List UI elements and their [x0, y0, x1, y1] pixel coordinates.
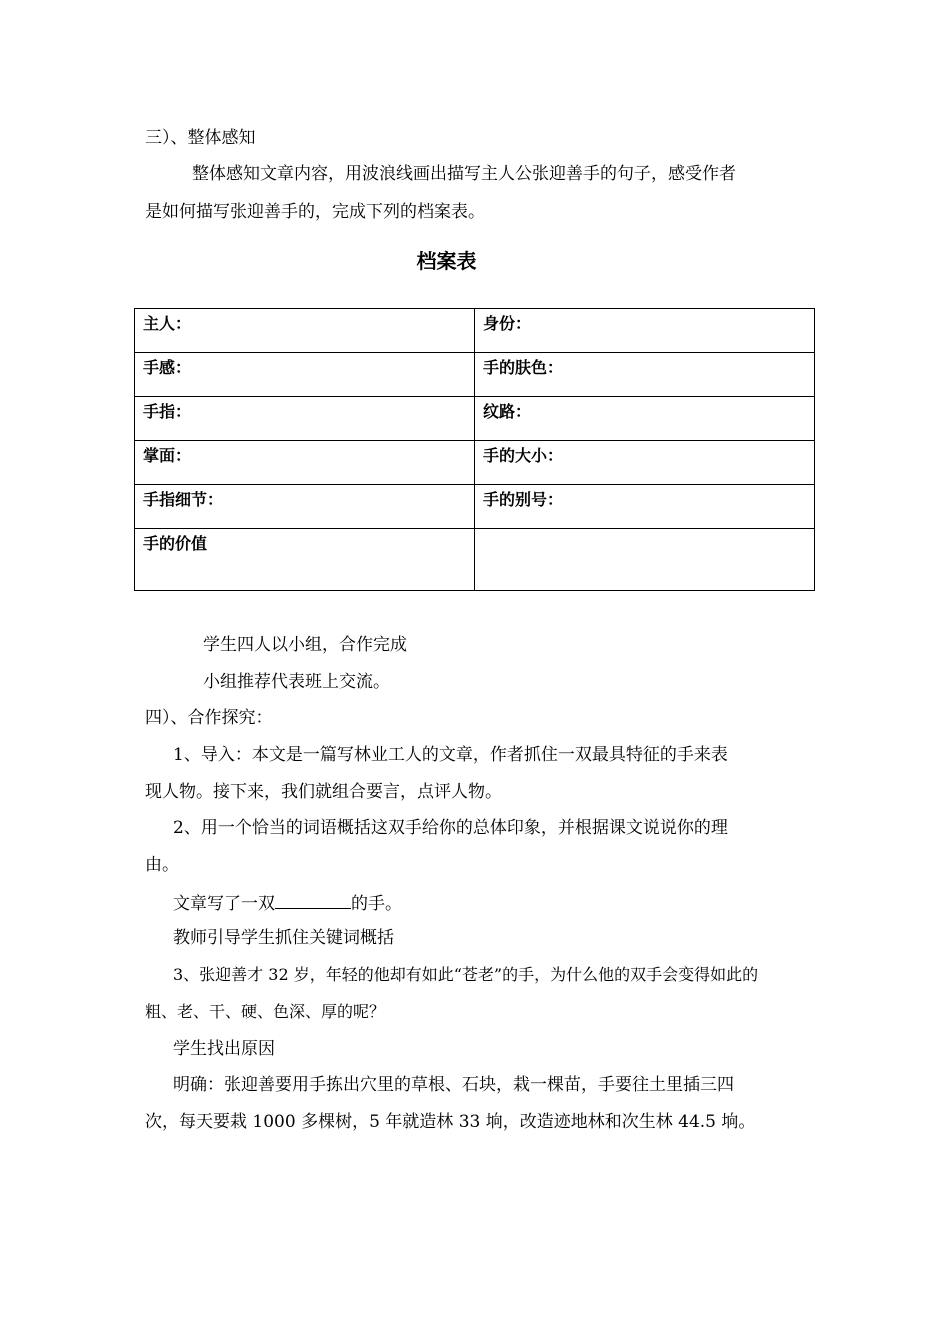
cell-hand-feel: 手感： — [135, 353, 475, 397]
section4-heading: 四）、合作探究： — [145, 708, 273, 728]
students-find-reasons: 学生找出原因 — [173, 1039, 275, 1059]
cell-empty — [475, 529, 815, 591]
fill-in-blank-sentence — [173, 890, 402, 916]
item1-line1: 1、导入：本文是一篇写林业工人的文章，作者抓住一双最具特征的手来表 — [173, 745, 728, 765]
archive-table — [134, 308, 815, 591]
item1-line2: 现人物。接下来，我们就组合要言，点评人物。 — [145, 782, 502, 802]
cell-fingers: 手指： — [135, 397, 475, 441]
clarification-line2: 次，每天要栽 1000 多棵树，5 年就造林 33 垧，改造迹地林和次生林 44.5 垧。 — [145, 1112, 756, 1132]
fill-suffix: 的手。 — [351, 894, 402, 914]
table-row — [135, 397, 815, 441]
item2-line2: 由。 — [145, 855, 179, 875]
cell-hand-nickname: 手的别号： — [475, 485, 815, 529]
cell-identity: 身份： — [475, 309, 815, 353]
table-row — [135, 353, 815, 397]
item3-line2: 粗、老、干、硬、色深、厚的呢？ — [145, 1002, 386, 1021]
section3-paragraph-line2: 是如何描写张迎善手的，完成下列的档案表。 — [145, 202, 485, 222]
fill-prefix: 文章写了一双 — [173, 894, 275, 914]
teacher-guidance: 教师引导学生抓住关键词概括 — [173, 928, 394, 948]
item3-line1: 3、张迎善才 32 岁，年轻的他却有如此“苍老”的手，为什么他的双手会变得如此的 — [173, 965, 759, 984]
cell-lines: 纹路： — [475, 397, 815, 441]
cell-finger-details: 手指细节： — [135, 485, 475, 529]
cell-owner: 主人： — [135, 309, 475, 353]
cell-palm: 掌面： — [135, 441, 475, 485]
table-title: 档案表 — [416, 249, 477, 273]
table-row — [135, 441, 815, 485]
group-report-line: 小组推荐代表班上交流。 — [203, 672, 390, 692]
group-work-line: 学生四人以小组，合作完成 — [203, 635, 407, 655]
cell-hand-value: 手的价值 — [135, 529, 475, 591]
table-row — [135, 485, 815, 529]
cell-skin-color: 手的肤色： — [475, 353, 815, 397]
section3-paragraph-line1: 整体感知文章内容，用波浪线画出描写主人公张迎善手的句子，感受作者 — [192, 164, 736, 184]
clarification-line1: 明确：张迎善要用手拣出穴里的草根、石块，栽一棵苗，手要往土里插三四 — [173, 1075, 734, 1095]
table-row — [135, 529, 815, 591]
item2-line1: 2、用一个恰当的词语概括这双手给你的总体印象，并根据课文说说你的理 — [173, 818, 728, 838]
cell-hand-size: 手的大小： — [475, 441, 815, 485]
table-row — [135, 309, 815, 353]
answer-blank — [275, 890, 351, 909]
section3-heading: 三）、整体感知 — [145, 128, 256, 148]
